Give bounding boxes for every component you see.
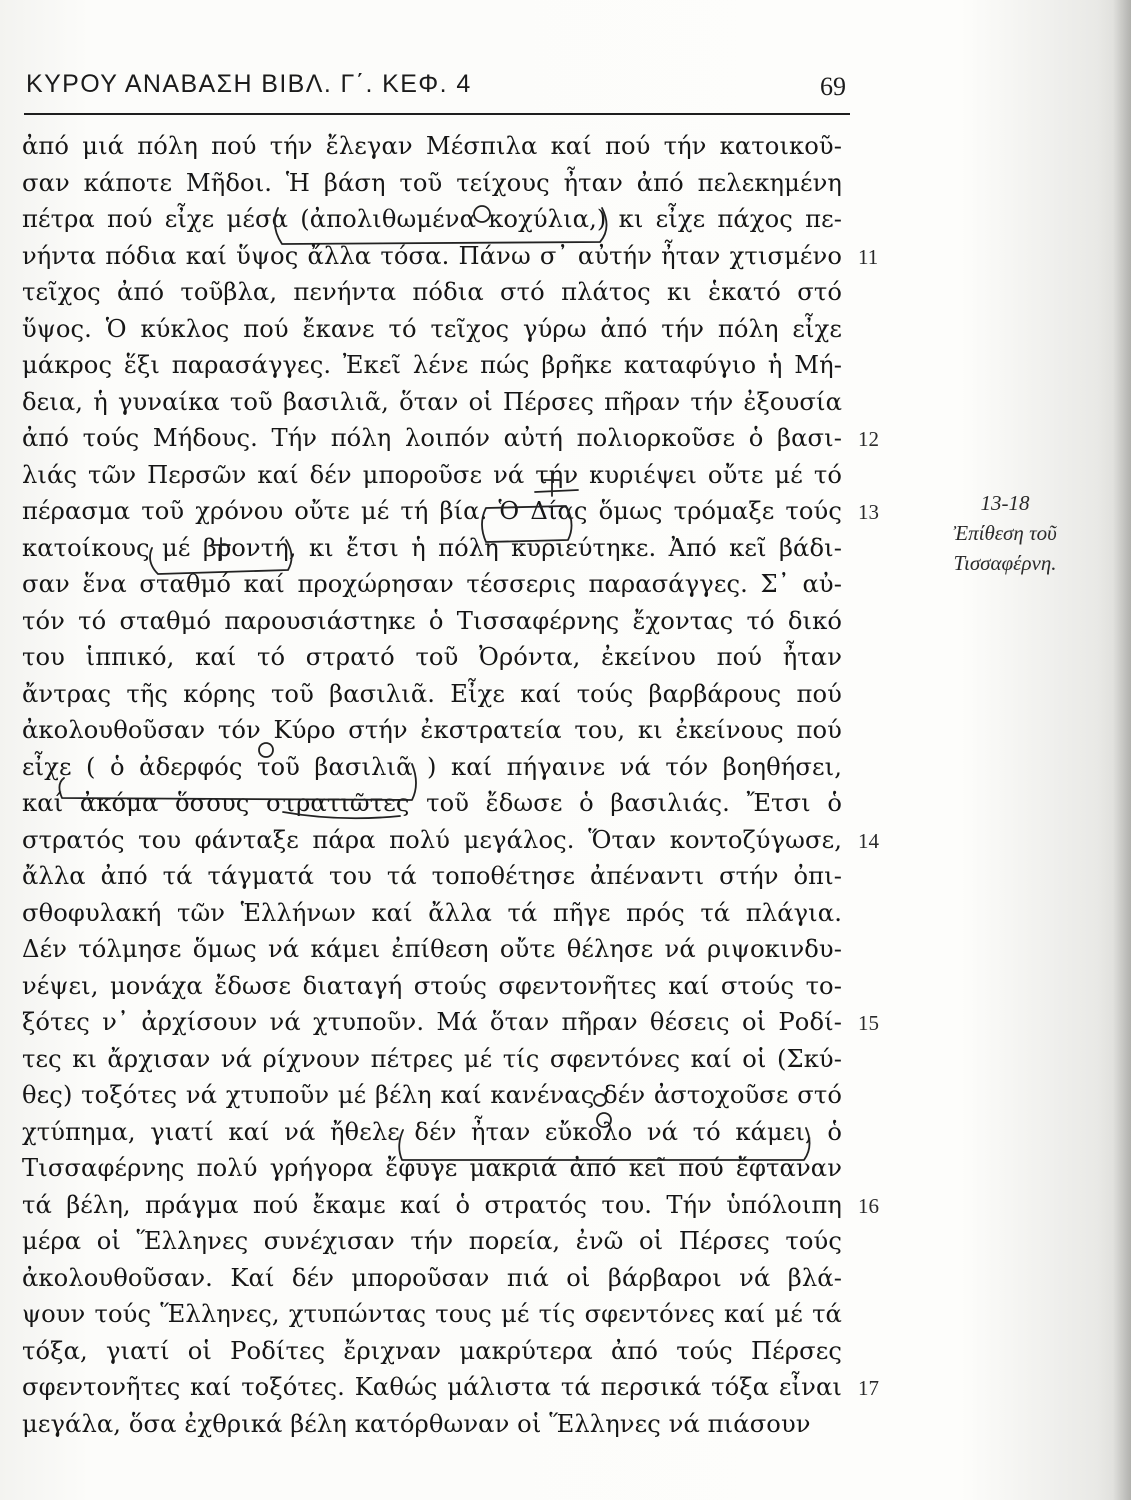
- text-line: Δέν τόλμησε ὅμως νά κάμει ἐπίθεση οὔτε θέλησε νά ριψοκινδυ-: [22, 935, 842, 963]
- text-line: σφεντονῆτες καί τοξότες. Καθώς μάλιστα τά περσικά τόξα εἶναι: [22, 1373, 842, 1401]
- section-number: 12: [858, 427, 879, 451]
- text-line: Τισσαφέρνης πολύ γρήγορα ἔφυγε μακριά ἀπό κεῖ πού ἔφταναν: [22, 1154, 842, 1182]
- page-number: 69: [820, 72, 846, 101]
- running-title: ΚΥΡΟΥ ΑΝΑΒΑΣΗ ΒΙΒΛ. Γ΄. ΚΕΦ. 4: [26, 70, 472, 98]
- text-line: ἀκολουθοῦσαν. Καί δέν μποροῦσαν πιά οἱ βάρβαροι νά βλά-: [22, 1263, 842, 1292]
- text-line: χτύπημα, γιατί καί νά ἤθελε δέν ἦταν εὔκολο νά τό κάμει, ὁ: [22, 1117, 842, 1146]
- text-line: ἀκολουθοῦσαν τόν Κύρο στήν ἐκστρατεία του, κι ἐκείνους πού: [22, 716, 842, 744]
- text-line: λιάς τῶν Περσῶν καί δέν μποροῦσε νά τήν κυριέψει οὔτε μέ τό: [22, 460, 842, 489]
- text-line: μάκρος ἕξι παρασάγγες. Ἐκεῖ λένε πώς βρῆκε καταφύγιο ἡ Μή-: [22, 351, 842, 379]
- text-line: ἄλλα ἀπό τά τάγματά του τά τοποθέτησε ἀπέναντι στήν ὀπι-: [22, 862, 842, 890]
- text-line: νέψει, μονάχα ἔδωσε διαταγή στούς σφεντονῆτες καί στούς το-: [22, 971, 842, 1000]
- text-line: πέτρα πού εἶχε μέσα (ἀπολιθωμένα κοχύλια,) κι εἶχε πάχος πε-: [22, 205, 842, 233]
- header-rule: [24, 113, 850, 115]
- side-note-line-1: Ἐπίθεση τοῦ: [953, 521, 1057, 545]
- text-line: κατοίκους μέ βροντή, κι ἔτσι ἡ πόλη κυριεύτηκε. Ἀπό κεῖ βάδι-: [22, 533, 842, 562]
- text-line: τά βέλη, πράγμα πού ἔκαμε καί ὁ στρατός του. Τήν ὑπόλοιπη: [22, 1190, 842, 1219]
- text-line: δεια, ἡ γυναίκα τοῦ βασιλιᾶ, ὅταν οἱ Πέρσες πῆραν τήν ἐξουσία: [22, 387, 842, 416]
- section-number: 17: [858, 1376, 879, 1400]
- text-line: ἀπό μιά πόλη πού τήν ἔλεγαν Μέσπιλα καί πού τήν κατοικοῦ-: [22, 132, 842, 160]
- text-line: τες κι ἄρχισαν νά ρίχνουν πέτρες μέ τίς σφεντόνες καί οἱ (Σκύ-: [22, 1044, 842, 1073]
- text-line: πέρασμα τοῦ χρόνου οὔτε μέ τή βία. Ὁ Δίας ὅμως τρόμαξε τούς: [22, 497, 842, 525]
- text-line: τεῖχος ἀπό τοῦβλα, πενήντα πόδια στό πλάτος κι ἑκατό στό: [22, 278, 842, 306]
- text-line: ψουν τούς Ἕλληνες, χτυπώντας τους μέ τίς σφεντόνες καί μέ τά: [22, 1300, 842, 1328]
- text-line: θες) τοξότες νά χτυποῦν μέ βέλη καί κανένας δέν ἀστοχοῦσε στό: [22, 1081, 842, 1109]
- text-line: ἀπό τούς Μήδους. Τήν πόλη λοιπόν αὐτή πολιορκοῦσε ὁ βασι-: [22, 424, 842, 452]
- section-number: 14: [858, 828, 879, 853]
- text-line: σαν κάποτε Μῆδοι. Ἡ βάση τοῦ τείχους ἦταν ἀπό πελεκημένη: [22, 168, 842, 197]
- text-line: του ἱππικό, καί τό στρατό τοῦ Ὀρόντα, ἐκείνου πού ἦταν: [22, 643, 842, 671]
- text-line: καί ἀκόμα ὅσους στρατιῶτες τοῦ ἔδωσε ὁ βασιλιάς. Ἔτσι ὁ: [22, 789, 842, 817]
- text-line: μέρα οἱ Ἕλληνες συνέχισαν τήν πορεία, ἐνῶ οἱ Πέρσες τούς: [22, 1227, 842, 1255]
- text-line: σαν ἕνα σταθμό καί προχώρησαν τέσσερις παρασάγγες. Σ᾿ αὐ-: [22, 570, 842, 598]
- running-head: [26, 58, 846, 108]
- side-note-line-2: Τισσαφέρνη.: [953, 551, 1057, 575]
- text-line: εἶχε ( ὁ ἀδερφός τοῦ βασιλιᾶ ) καί πήγαινε νά τόν βοηθήσει,: [22, 752, 842, 781]
- text-line: στρατός του φάνταξε πάρα πολύ μεγάλος. Ὅταν κοντοζύγωσε,: [22, 825, 842, 854]
- body-text: [22, 128, 842, 1442]
- text-line: νήντα πόδια καί ὕψος ἄλλα τόσα. Πάνω σ᾿ αὐτήν ἦταν χτισμένο: [22, 241, 842, 270]
- text-line: τόν τό σταθμό παρουσιάστηκε ὁ Τισσαφέρνης ἔχοντας τό δικό: [22, 606, 842, 635]
- side-note-range: 13-18: [980, 491, 1030, 515]
- section-number: 11: [858, 244, 879, 269]
- section-number: 16: [858, 1193, 879, 1218]
- text-line: ξότες ν᾿ ἀρχίσουν νά χτυποῦν. Μά ὅταν πῆραν θέσεις οἱ Ροδί-: [22, 1008, 842, 1036]
- section-number: 15: [858, 1011, 879, 1035]
- text-line: ὕψος. Ὁ κύκλος πού ἔκανε τό τεῖχος γύρω ἀπό τήν πόλη εἶχε: [22, 314, 842, 343]
- text-line: ἄντρας τῆς κόρης τοῦ βασιλιᾶ. Εἶχε καί τούς βαρβάρους πού: [22, 679, 842, 708]
- text-line: σθοφυλακή τῶν Ἑλλήνων καί ἄλλα τά πῆγε πρός τά πλάγια.: [22, 898, 842, 927]
- text-line: τόξα, γιατί οἱ Ροδίτες ἔριχναν μακρύτερα ἀπό τούς Πέρσες: [22, 1336, 842, 1365]
- text-line: μεγάλα, ὅσα ἐχθρικά βέλη κατόρθωναν οἱ Ἕλληνες νά πιάσουν: [22, 1409, 811, 1438]
- section-number: 13: [858, 500, 879, 524]
- side-note: [900, 488, 1110, 578]
- page-edge-shadow: [1113, 0, 1131, 1500]
